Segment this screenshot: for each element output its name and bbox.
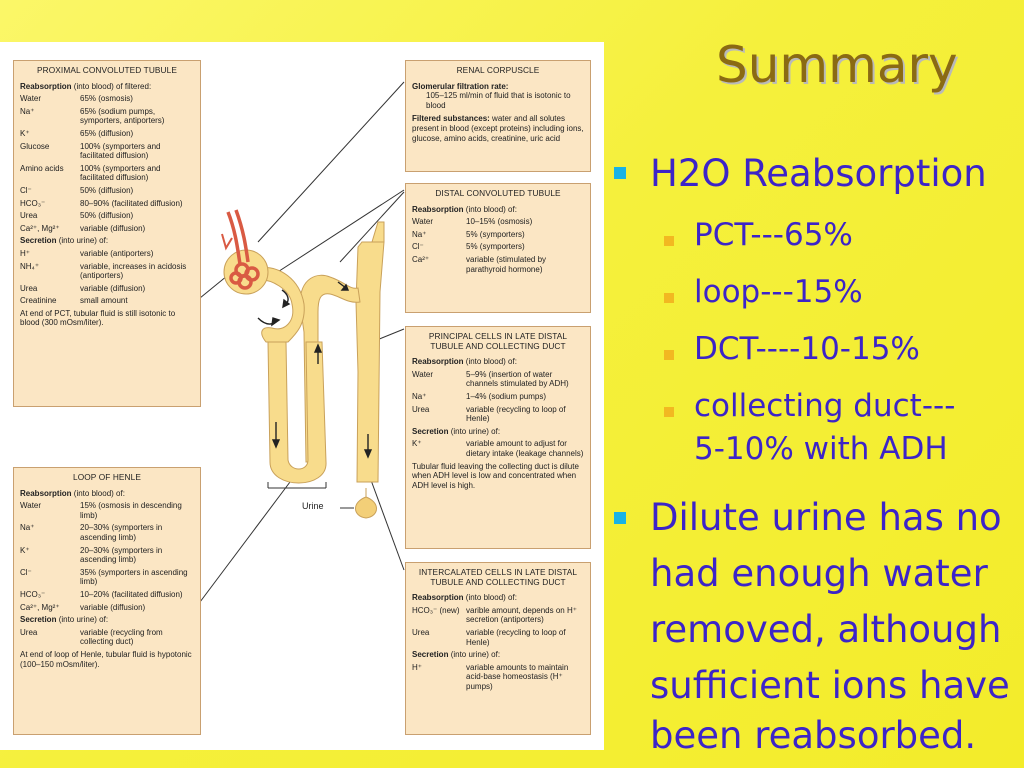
principal-title: PRINCIPAL CELLS IN LATE DISTAL TUBULE AND COLLECTING DUCT [428,331,568,351]
bullet-dilute-urine-line4: sufficient ions have [650,664,1010,707]
sub-bullet-collecting-duct-cont: 5-10% with ADH [694,431,948,467]
principal-reab-heading: Reabsorption (into blood) of: [412,357,517,367]
rc-title: RENAL CORPUSCLE [456,65,540,75]
pct-row: Glucose 100% (symporters and facilitated diffusion) [20,141,161,161]
bullet-dilute-urine-line5: been reabsorbed. [650,714,977,757]
pct-row: H⁺ variable (antiporters) [20,248,154,258]
sub-bullet-pct: PCT---65% [694,217,853,253]
pct-reab-heading: Reabsorption (into blood) of filtered: [20,81,152,91]
intercalated-row: HCO₃⁻ (new) varible amount, depends on H⁺ secretion (antiporters) [412,605,577,625]
principal-note: Tubular fluid leaving the collecting duct is dilute when ADH level is low and concentrated when ADH level is high. [412,461,579,490]
slide-title: Summary [716,36,958,94]
pct-row: Ca²⁺, Mg²⁺ variable (diffusion) [20,223,146,233]
loop-row: Ca²⁺, Mg²⁺ variable (diffusion) [20,602,146,612]
sub-bullet-marker [664,350,674,360]
sub-bullet-dct: DCT----10-15% [694,331,920,367]
pct-box [13,60,201,407]
urine-label: Urine [302,501,324,511]
pct-row: Cl⁻ 50% (diffusion) [20,185,134,195]
bullet-h2o: H2O Reabsorption [650,152,987,195]
loop-reab-heading: Reabsorption (into blood) of: [20,488,125,498]
sub-bullet-loop: loop---15% [694,274,863,310]
intercalated-sec-heading: Secretion (into urine) of: [412,650,501,660]
principal-row: K⁺ variable amount to adjust for dietary intake (leakage channels) [412,439,584,458]
urine-drop [356,488,377,518]
sub-bullet-marker [664,293,674,303]
bullet-marker [614,512,626,524]
loop-row: Cl⁻ 35% (symporters in ascending limb) [20,567,188,587]
intercalated-reab-heading: Reabsorption (into blood) of: [412,593,517,603]
bullet-marker [614,167,626,179]
principal-cells-box [405,326,591,549]
pct-row: Water 65% (osmosis) [20,94,133,104]
loop-box [13,467,201,735]
dct-row: Na⁺ 5% (symporters) [412,229,525,239]
pct-row: NH₄⁺ variable, increases in acidosis (antiporters) [20,261,187,281]
pct-row: Na⁺ 65% (sodium pumps, symporters, antiporters) [20,106,165,126]
loop-row: Na⁺ 20–30% (symporters in ascending limb) [20,523,163,542]
principal-row: Na⁺ 1–4% (sodium pumps) [412,391,547,401]
principal-sec-heading: Secretion (into urine) of: [412,426,501,436]
dct-row: Ca²⁺ variable (stimulated by parathyroid hormone) [412,254,547,274]
intercalated-cells-box [405,562,591,735]
sub-bullet-marker [664,236,674,246]
intercalated-row: H⁺ variable amounts to maintain acid-base homeostasis (H⁺ pumps) [412,662,569,691]
loop-row: Water 15% (osmosis in descending limb) [20,501,182,520]
pct-row: K⁺ 65% (diffusion) [20,128,134,138]
pct-sec-heading: Secretion (into urine) of: [20,236,109,246]
pct-title: PROXIMAL CONVOLUTED TUBULE [37,65,177,75]
dct-row: Cl⁻ 5% (symporters) [412,242,525,252]
bullet-dilute-urine-line2: had enough water [650,552,988,595]
bullet-dilute-urine-line3: removed, although [650,608,1002,651]
collecting-duct [356,242,384,482]
pct-note: At end of PCT, tubular fluid is still isotonic to blood (300 mOsm/liter). [20,308,176,328]
dct-row: Water 10–15% (osmosis) [412,217,533,227]
pct-row: Urea 50% (diffusion) [20,211,134,221]
pct-row: Amino acids 100% (symporters and facilitated diffusion) [20,163,161,183]
bullet-dilute-urine: Dilute urine has no [650,496,1002,539]
pct-row: Creatinine small amount [20,296,128,306]
loop-row: HCO₃⁻ 10–20% (facilitated diffusion) [20,589,183,599]
pct-row: Urea variable (diffusion) [20,283,146,293]
intercalated-title: INTERCALATED CELLS IN LATE DISTAL TUBULE AND COLLECTING DUCT [418,567,578,587]
intercalated-row: Urea variable (recycling to loop of Henle) [412,627,566,647]
loop-title: LOOP OF HENLE [72,472,141,482]
pct-row: HCO₃⁻ 80–90% (facilitated diffusion) [20,198,183,208]
loop-row: Urea variable (recycling from collecting duct) [20,627,163,647]
rc-filtered: Filtered substances: water and all solutes present in blood (except proteins) including ions, glucose, amino acids, creatinine, uric acid [412,114,584,143]
sub-bullet-marker [664,407,674,417]
dct-box [405,183,591,313]
sub-bullet-collecting-duct: collecting duct--- [694,388,956,424]
loop-note: At end of loop of Henle, tubular fluid is hypotonic (100–150 mOsm/liter). [20,649,192,669]
renal-corpuscle-box [405,60,591,172]
principal-row: Urea variable (recycling to loop of Henle) [412,404,566,424]
dct-reab-heading: Reabsorption (into blood) of: [412,204,517,214]
loop-row: K⁺ 20–30% (symporters in ascending limb) [20,545,163,565]
loop-sec-heading: Secretion (into urine) of: [20,615,109,625]
principal-row: Water 5–9% (insertion of water channels stimulated by ADH) [412,369,569,389]
rc-gfr: Glomerular filtration rate: 105–125 ml/min of fluid that is isotonic to blood [412,81,571,110]
dct-title: DISTAL CONVOLUTED TUBULE [435,188,561,198]
